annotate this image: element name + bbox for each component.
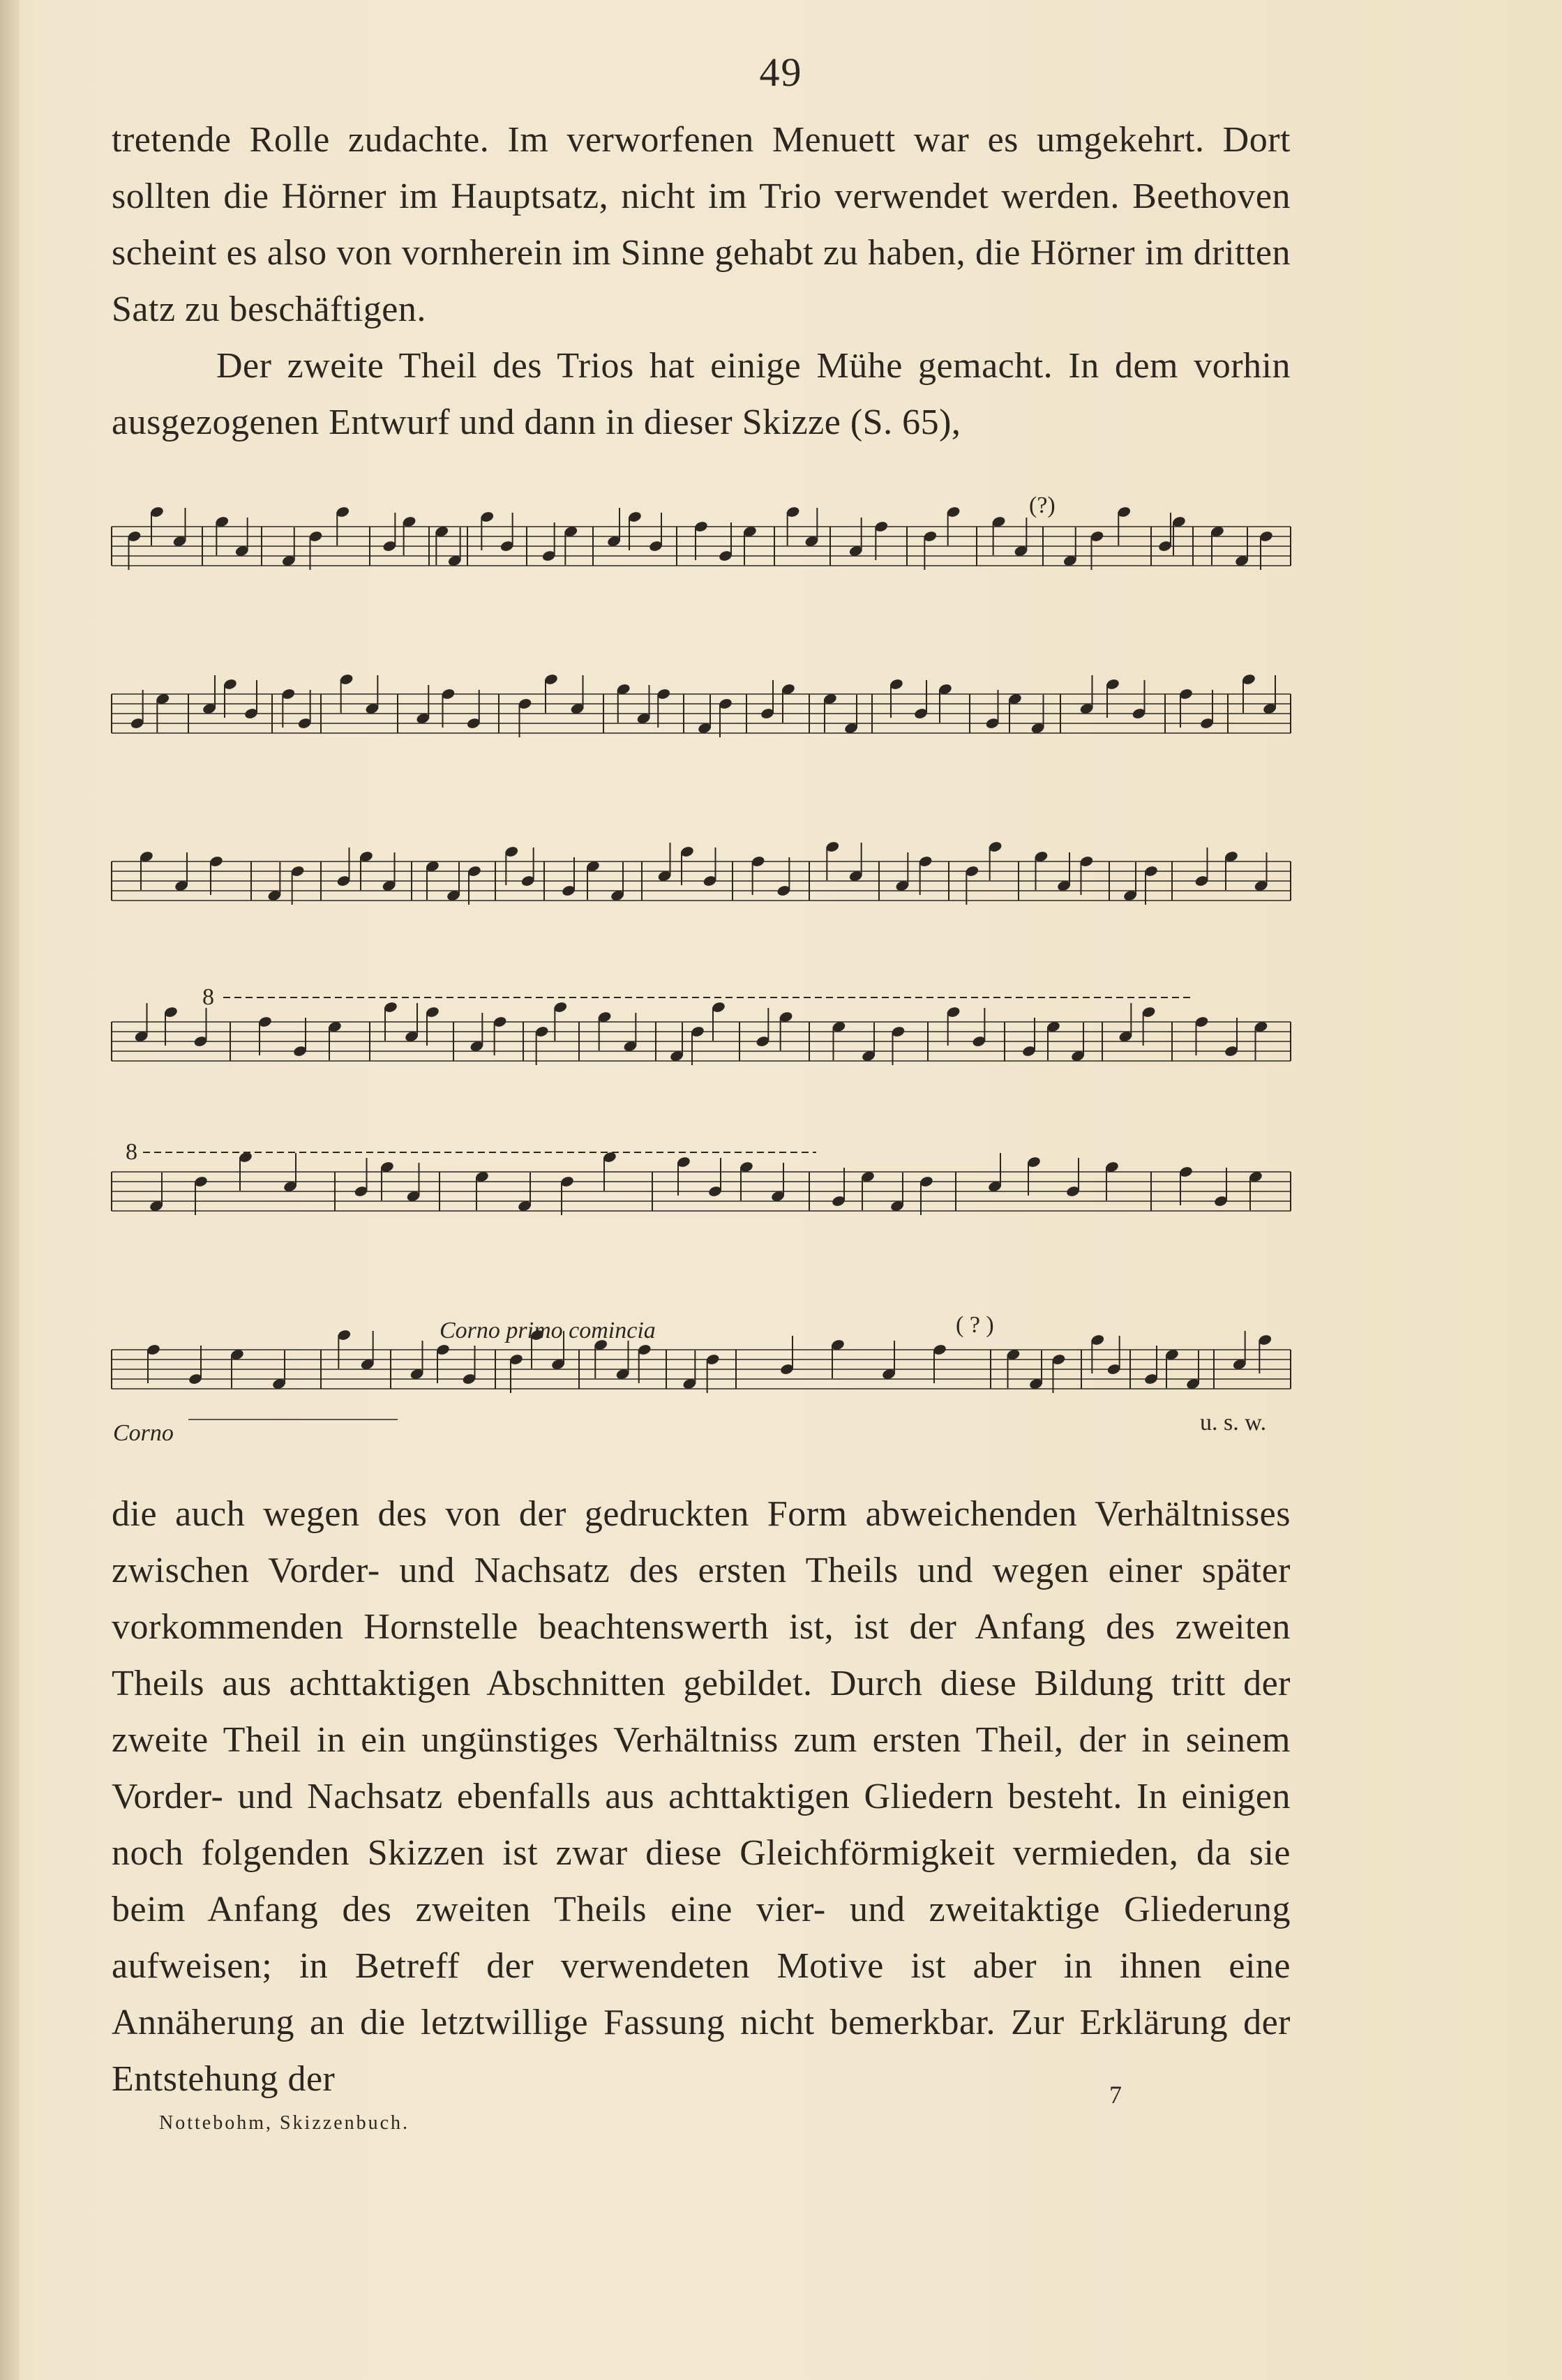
paragraph-2: Der zweite Theil des Trios hat einige Mühe gemacht. In dem vorhin ausgezogenen Entwurf und dann in dieser Skizze (S. 65), [112,346,1291,442]
ottava-mark-2: 8 [126,1139,137,1165]
music-example [105,446,1305,1465]
query-mark-1: (?) [1029,492,1056,518]
horn-cue-label: Corno primo comincia [440,1318,656,1343]
top-text-block [112,112,1291,451]
music-notation [105,446,1305,1465]
ottava-mark-1: 8 [202,984,214,1010]
ending-mark: u. s. w. [1200,1410,1267,1436]
paragraph-1: tretende Rolle zudachte. Im verworfenen Menuett war es umgekehrt. Dort sollten die Hörner im Hauptsatz, nicht im Trio verwendet werden. Beethoven scheint es also von vornherein im Sinne gehabt zu haben, die Hörner im dritten Satz zu beschäftigen. [112,120,1291,329]
footer-reference: Nottebohm, Skizzenbuch. [159,2112,410,2134]
query-mark-2: ( ? ) [956,1312,994,1338]
bottom-text-block [112,1486,1291,2107]
page-gutter [0,0,20,2380]
page-number: 49 [759,50,803,95]
paragraph-3: die auch wegen des von der gedruckten Form abweichenden Verhältnisses zwischen Vorder- und Nachsatz des ersten Theils und wegen einer später vorkommenden Hornstelle beachtenswerth ist, ist der Anfang des zweiten Theils aus achttaktigen Abschnitten gebildet. Durch diese Bildung tritt der zweite Theil in ein ungünstiges Verhältniss zum ersten Theil, der in seinem Vorder- und Nachsatz ebenfalls aus achttaktigen Gliedern besteht. In einigen noch folgenden Skizzen ist zwar diese Gleichförmigkeit vermieden, da sie beim Anfang des zweiten Theils eine vier- und zweitaktige Gliederung aufweisen; in Betreff der verwendeten Motive ist aber in ihnen eine Annäherung an die letztwillige Fassung nicht bemerkbar. Zur Erklärung der Entstehung der [112,1494,1291,2099]
notes [127,506,1277,1393]
staff-systems [112,527,1291,1419]
signature-mark: 7 [1109,2081,1122,2109]
horn-label: Corno [113,1420,174,1446]
